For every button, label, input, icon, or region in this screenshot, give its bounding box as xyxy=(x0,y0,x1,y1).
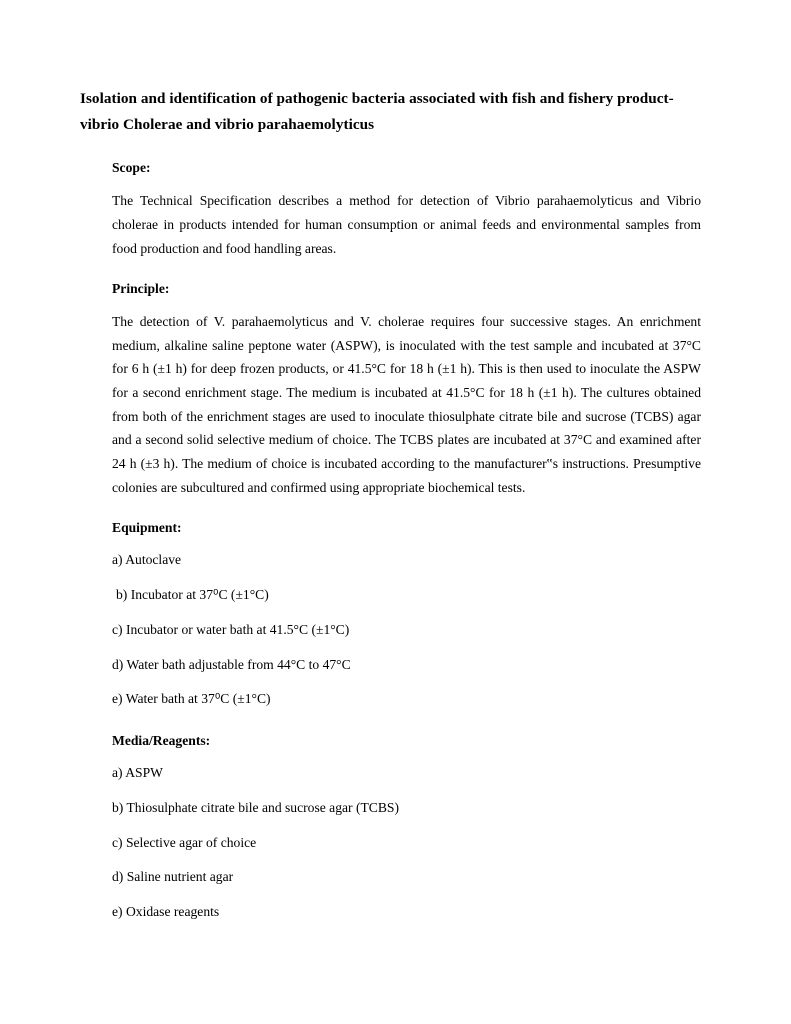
section-paragraph-principle: The detection of V. parahaemolyticus and V. cholerae requires four successive stages. An enrichment medium, alkaline saline peptone water (ASPW), is inoculated with the test sample and incubated at 37°C for 6 h (±1 h) for deep frozen products, or 41.5°C for 18 h (±1 h). This is then used to inoculate the ASPW for a second enrichment stage. The medium is incubated at 41.5°C for 18 h (±1 h). The cultures obtained from both of the enrichment stages are used to inoculate thiosulphate citrate bile and sucrose (TCBS) agar and a second solid selective medium of choice. The TCBS plates are incubated at 37°C and examined after 24 h (±3 h). The medium of choice is incubated according to the manufacturer‟s instructions. Presumptive colonies are subcultured and confirmed using appropriate biochemical tests. xyxy=(112,314,701,495)
page-title: Isolation and identification of pathogenic bacteria associated with fish and fishery product- vibrio Cholerae and vibrio parahaemolyticus xyxy=(80,90,674,134)
list-item: a) Autoclave xyxy=(112,552,182,568)
list-item: b) Incubator at 37⁰C (±1°C) xyxy=(116,587,269,603)
section-heading-scope: Scope: xyxy=(112,160,151,176)
list-item: e) Oxidase reagents xyxy=(112,904,220,920)
section-heading-principle: Principle: xyxy=(112,281,170,297)
list-item: b) Thiosulphate citrate bile and sucrose agar (TCBS) xyxy=(112,799,400,815)
list-item: d) Water bath adjustable from 44°C to 47°C xyxy=(112,656,351,672)
list-item: c) Incubator or water bath at 41.5°C (±1°C) xyxy=(112,621,350,637)
section-heading-equipment: Equipment: xyxy=(112,520,182,536)
list-item: d) Saline nutrient agar xyxy=(112,869,234,885)
list-item: a) ASPW xyxy=(112,765,163,781)
list-item: e) Water bath at 37⁰C (±1°C) xyxy=(112,691,271,707)
section-heading-media-reagents: Media/Reagents: xyxy=(112,733,211,749)
list-item: c) Selective agar of choice xyxy=(112,834,257,850)
spacer xyxy=(80,723,703,733)
section-paragraph-scope: The Technical Specification describes a method for detection of Vibrio parahaemolyticus and Vibrio cholerae in products intended for human consumption or animal feeds and environmental samples from food production and food handling areas. xyxy=(112,193,701,256)
